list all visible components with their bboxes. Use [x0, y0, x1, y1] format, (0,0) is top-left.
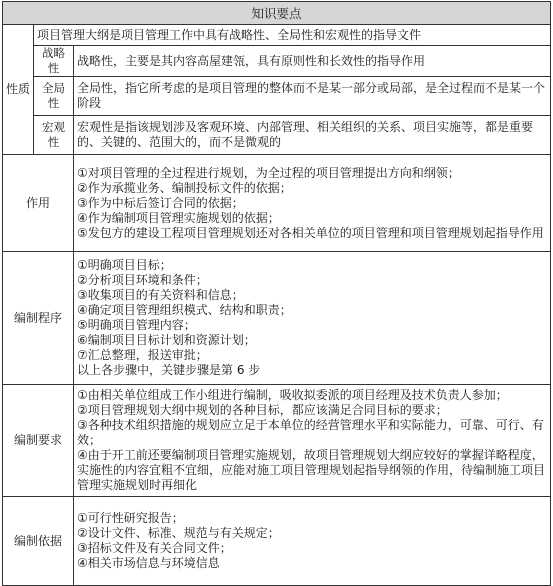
- role-content: [74, 155, 551, 252]
- list-item: ④确定项目管理组织模式、结构和职责；: [77, 303, 292, 317]
- procedure-row: [3, 252, 551, 385]
- procedure-label: 编制程序: [3, 252, 74, 385]
- list-item: ①明确项目目标；: [77, 258, 172, 272]
- role-row: [3, 155, 551, 252]
- list-item: ③收集项目的有关资料和信息；: [77, 288, 244, 302]
- nature-item-text: 战略性，主要是其内容高屋建瓴，具有原则性和长效性的指导作用: [74, 46, 551, 77]
- nature-item-row: [3, 46, 551, 77]
- header-row: [3, 2, 551, 25]
- list-item: ①对项目管理的全过程进行规划，为全过程的项目管理提出方向和纲领；: [77, 165, 460, 180]
- basis-row: [3, 497, 551, 586]
- list-item: ⑦汇总整理，报送审批；: [77, 348, 208, 362]
- role-label: 作用: [3, 155, 74, 252]
- list-item: ②设计文件、标准、规范与有关规定；: [77, 526, 280, 540]
- list-item: ④相关市场信息与环境信息: [77, 556, 220, 570]
- table-header: 知识要点: [3, 2, 551, 25]
- list-item: ④由于开工前还要编制项目管理实施规划，故项目管理规划大纲应较好的掌握详略程度，实施性的内容宜粗不宜细，应能对施工项目管理规划起指导纲领的作用，待编制施工项目管理实施规划时再细化: [77, 448, 546, 492]
- nature-item-text: 宏观性是指该规划涉及客观环境、内部管理、相关组织的关系、项目实施等，都是重要的、关键的、范围大的，而不是微观的: [74, 116, 551, 155]
- list-item: ③作为中标后签订合同的依据；: [77, 195, 244, 210]
- nature-item-row: [3, 77, 551, 116]
- nature-intro-row: [3, 25, 551, 46]
- nature-item-name: 宏观性: [34, 116, 74, 155]
- list-item: ②作为承揽业务、编制投标文件的依据；: [77, 180, 292, 195]
- list-item: ①由相关单位组成工作小组进行编制，吸收拟委派的项目经理及技术负责人参加；: [77, 388, 508, 402]
- list-item: ②项目管理规划大纲中规划的各种目标，都应该满足合同目标的要求；: [77, 403, 448, 417]
- nature-label: 性质: [3, 25, 34, 155]
- list-item: ③各种技术组织措施的规划应立足于本单位的经营管理水平和实际能力，可靠、可行、有效；: [77, 418, 544, 447]
- nature-intro: 项目管理大纲是项目管理工作中具有战略性、全局性和宏观性的指导文件: [34, 25, 551, 46]
- list-item: ⑤明确项目管理内容；: [77, 318, 196, 332]
- requirements-row: [3, 385, 551, 497]
- list-item: ⑤发包方的建设工程项目管理规划还对各相关单位的项目管理和项目管理规划起指导作用: [77, 225, 544, 240]
- nature-item-row: [3, 116, 551, 155]
- list-item: ①可行性研究报告；: [77, 511, 184, 525]
- nature-item-text: 全局性，指它所考虑的是项目管理的整体而不是某一部分或局部，是全过程而不是某一个阶段: [74, 77, 551, 116]
- list-item: ②分析项目环境和条件；: [77, 273, 208, 287]
- list-item: ③招标文件及有关合同文件；: [77, 541, 232, 555]
- basis-content: [74, 497, 551, 586]
- list-item: ⑥编制项目目标计划和资源计划；: [77, 333, 256, 347]
- nature-item-name: 全局性: [34, 77, 74, 116]
- list-item: 以上各步骤中，关键步骤是第 6 步: [77, 363, 261, 377]
- list-item: ④作为编制项目管理实施规划的依据；: [77, 210, 280, 225]
- procedure-content: [74, 252, 551, 385]
- requirements-label: 编制要求: [3, 385, 74, 497]
- knowledge-points-table: [2, 1, 551, 586]
- nature-item-name: 战略性: [34, 46, 74, 77]
- requirements-content: [74, 385, 551, 497]
- basis-label: 编制依据: [3, 497, 74, 586]
